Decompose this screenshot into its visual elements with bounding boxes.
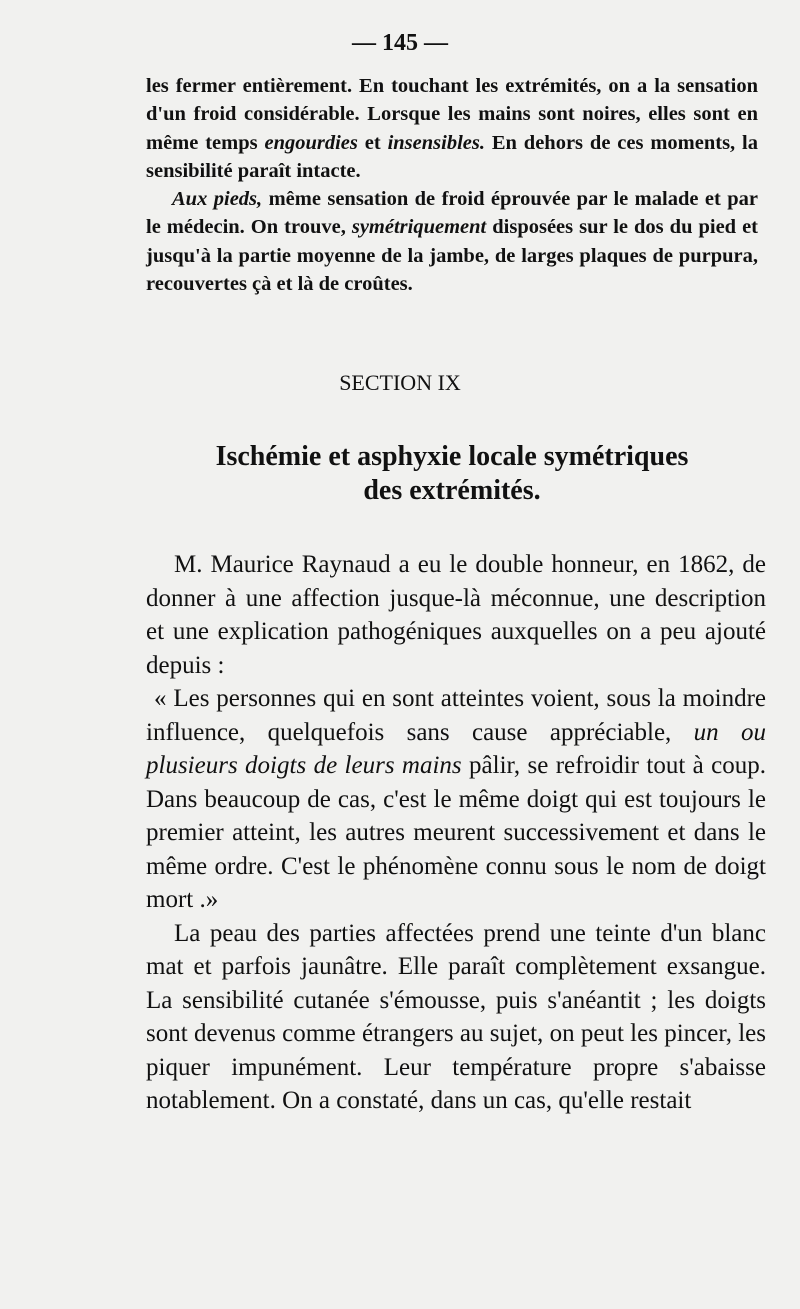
- paragraph-quote: « Les personnes qui en sont atteintes voient, sous la moindre influence, quelquefois sans cause appréciable, un ou plusieurs doigts de leurs mains pâlir, se refroidir tout à coup. Dans beaucoup de cas, c'est le même doigt qui est toujours le premier atteint, les autres meurent successivement et dans le même ordre. C'est le phénomène connu sous le nom de doigt mort .»: [146, 685, 767, 913]
- page-number: — 145 —: [352, 30, 448, 56]
- continued-text: [146, 72, 758, 298]
- paragraph-skin: La peau des parties affectées prend une teinte d'un blanc mat et parfois jaunâtre. Elle paraît complètement exsangue. La sensibilité cutanée s'émousse, puis s'anéantit ; les doigts sont devenus comme étrangers au sujet, on peut les pincer, les piquer impunément. Leur température propre s'abaisse notablement. On a constaté, dans un cas, qu'elle restait: [146, 919, 766, 1114]
- paragraph-hands: les fermer entièrement. En touchant les extrémités, on a la sensation d'un froid considérable. Lorsque les mains sont noires, elles sont en même temps engourdies et insensibles. En dehors de ces moments, la sensibilité paraît intacte.: [146, 75, 758, 182]
- paragraph-feet: Aux pieds, même sensation de froid éprouvée par le malade et par le médecin. On trouve, symétriquement disposées sur le dos du pied et jusqu'à la partie moyenne de la jambe, de larges plaques de purpura, recouvertes çà et là de croûtes.: [146, 188, 758, 296]
- paragraph-raynaud: M. Maurice Raynaud a eu le double honneur, en 1862, de donner à une affection jusque-là méconnue, une description et une explication pathogéniques auxquelles on a peu ajouté depuis :: [146, 551, 766, 679]
- title-line-2: des extrémités.: [363, 475, 541, 506]
- section-label: SECTION IX: [339, 370, 461, 395]
- body-text: [146, 548, 766, 1118]
- section-title: [146, 440, 758, 508]
- title-line-1: Ischémie et asphyxie locale symétriques: [215, 441, 689, 472]
